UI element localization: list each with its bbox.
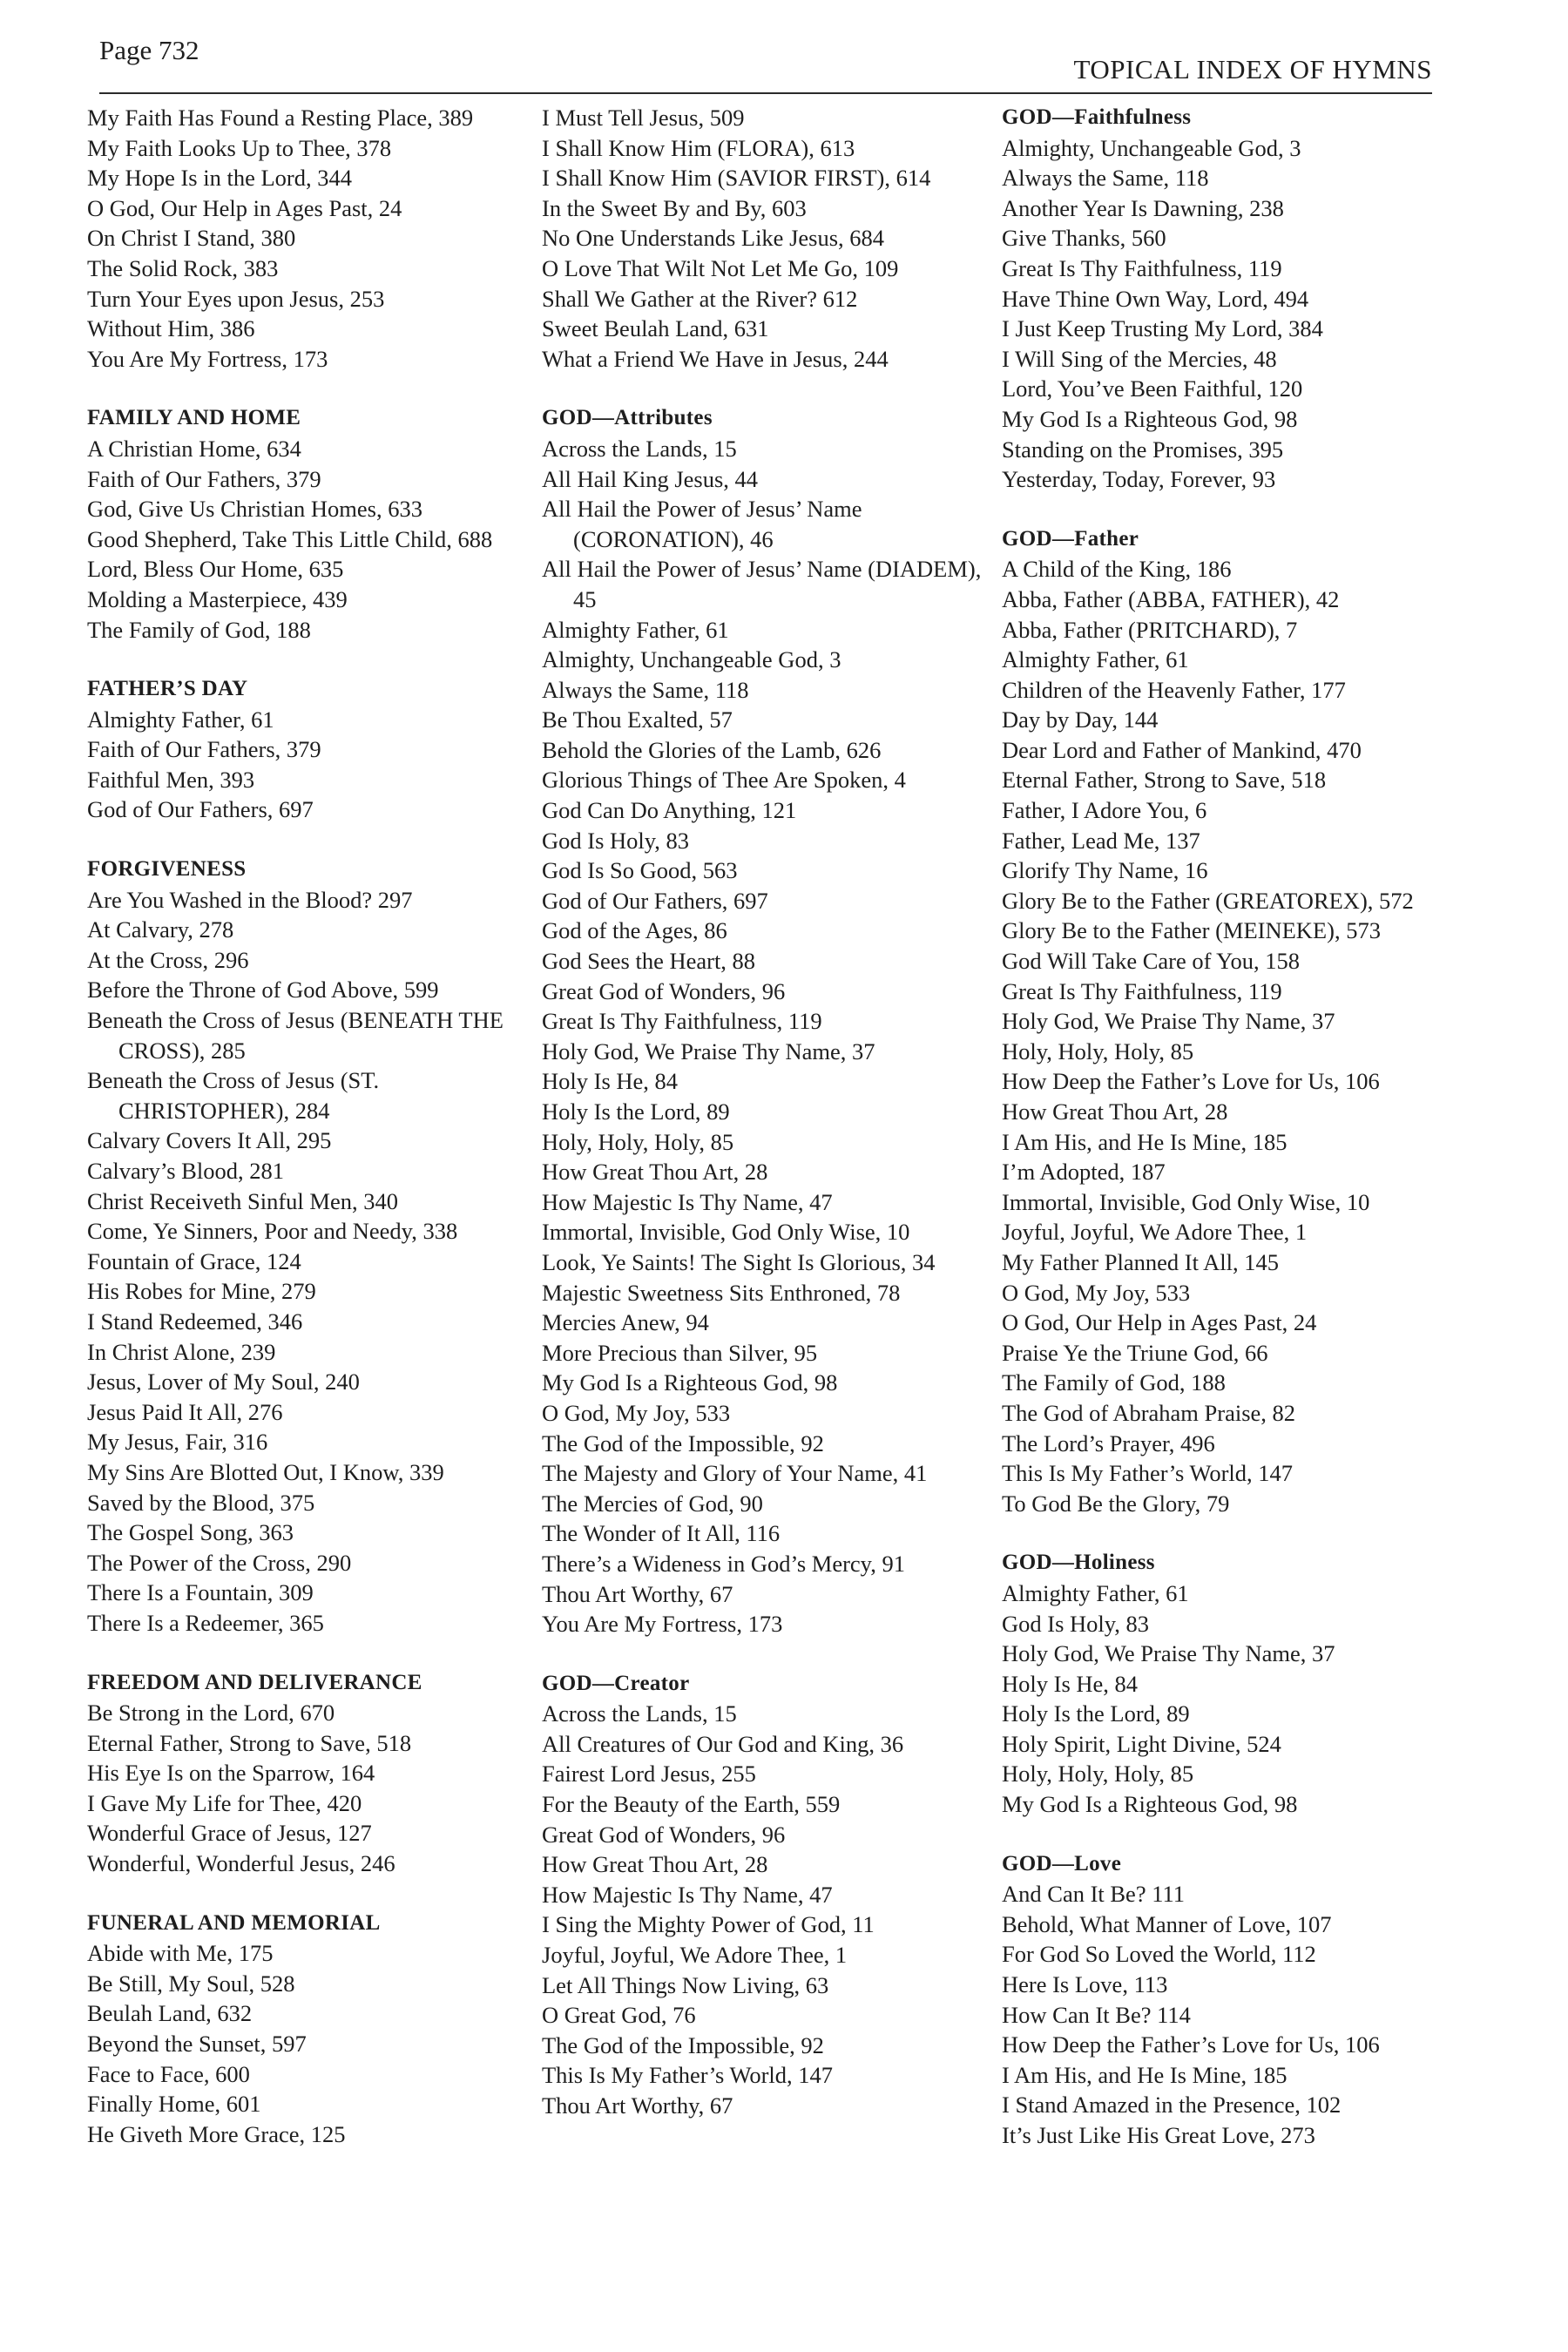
index-entry: Holy Is He, 84 xyxy=(1002,1670,1139,1697)
section-heading: GOD—Creator xyxy=(542,1671,690,1695)
index-entry: Glory Be to the Father (GREATOREX), 572 xyxy=(1002,887,1414,914)
index-entry: All Hail King Jesus, 44 xyxy=(542,465,759,492)
index-entry: I Gave My Life for Thee, 420 xyxy=(87,1789,362,1816)
index-entry: God Is So Good, 563 xyxy=(542,857,738,884)
index-entry: How Can It Be? 114 xyxy=(1002,2001,1191,2028)
index-entry: How Great Thou Art, 28 xyxy=(1002,1098,1228,1125)
section-heading: GOD—Faithfulness xyxy=(1002,105,1192,129)
index-entry: Immortal, Invisible, God Only Wise, 10 xyxy=(1002,1188,1370,1215)
index-entry: How Great Thou Art, 28 xyxy=(542,1851,768,1878)
index-entry: The Wonder of It All, 116 xyxy=(542,1520,781,1547)
index-entry: Great God of Wonders, 96 xyxy=(542,977,786,1004)
index-entry: There Is a Redeemer, 365 xyxy=(87,1609,324,1636)
index-entry: Children of the Heavenly Father, 177 xyxy=(1002,676,1346,703)
index-entry: Be Strong in the Lord, 670 xyxy=(87,1700,335,1727)
index-entry: My God Is a Righteous God, 98 xyxy=(1002,405,1298,432)
index-entry: I’m Adopted, 187 xyxy=(1002,1159,1166,1186)
index-entry: How Great Thou Art, 28 xyxy=(542,1159,768,1186)
index-entry: O God, Our Help in Ages Past, 24 xyxy=(87,194,402,221)
index-entry: For the Beauty of the Earth, 559 xyxy=(542,1791,841,1818)
index-entry: Glorious Things of Thee Are Spoken, 4 xyxy=(542,767,906,794)
index-entry: He Giveth More Grace, 125 xyxy=(87,2120,346,2147)
index-entry: His Robes for Mine, 279 xyxy=(87,1278,316,1305)
section-heading: FATHER’S DAY xyxy=(87,677,248,701)
index-entry: Almighty Father, 61 xyxy=(542,616,729,643)
index-entry: Finally Home, 601 xyxy=(87,2091,261,2118)
index-entry: God Can Do Anything, 121 xyxy=(542,797,797,824)
index-entry: My Hope Is in the Lord, 344 xyxy=(87,165,352,192)
index-entry: I Am His, and He Is Mine, 185 xyxy=(1002,1128,1288,1155)
index-entry: God Sees the Heart, 88 xyxy=(542,948,756,975)
index-entry: Jesus Paid It All, 276 xyxy=(87,1398,283,1425)
index-entry: My Father Planned It All, 145 xyxy=(1002,1248,1279,1275)
index-entry: A Christian Home, 634 xyxy=(87,435,301,462)
index-entry: The Solid Rock, 383 xyxy=(87,254,279,281)
index-entry: Christ Receiveth Sinful Men, 340 xyxy=(87,1187,398,1214)
index-entry: My Faith Has Found a Resting Place, 389 xyxy=(87,105,474,131)
index-entry: Let All Things Now Living, 63 xyxy=(542,1971,829,1998)
index-entry: The God of the Impossible, 92 xyxy=(542,1429,824,1456)
index-entry: Without Him, 386 xyxy=(87,315,255,342)
index-entry: Joyful, Joyful, We Adore Thee, 1 xyxy=(542,1942,848,1969)
index-entry: God of Our Fathers, 697 xyxy=(87,796,314,823)
index-entry: How Deep the Father’s Love for Us, 106 xyxy=(1002,2031,1380,2058)
index-entry: All Hail the Power of Jesus’ Name (DIADEM), 45 xyxy=(542,556,982,612)
index-entry: Lord, Bless Our Home, 635 xyxy=(87,556,344,583)
index-entry: Holy Is the Lord, 89 xyxy=(1002,1700,1190,1727)
index-entry: God Will Take Care of You, 158 xyxy=(1002,948,1301,975)
index-entry: I Am His, and He Is Mine, 185 xyxy=(1002,2061,1288,2088)
index-entry: Thou Art Worthy, 67 xyxy=(542,1580,733,1607)
index-column-1 xyxy=(87,103,549,2149)
index-entry: At the Cross, 296 xyxy=(87,946,249,973)
index-entry: The Power of the Cross, 290 xyxy=(87,1549,352,1576)
index-entry: More Precious than Silver, 95 xyxy=(542,1339,818,1366)
index-entry: How Majestic Is Thy Name, 47 xyxy=(542,1188,833,1215)
index-column-2 xyxy=(542,103,1004,2121)
index-entry: Beneath the Cross of Jesus (ST. CHRISTOPHER), 284 xyxy=(87,1067,380,1124)
index-entry: Faithful Men, 393 xyxy=(87,766,255,793)
index-entry: Another Year Is Dawning, 238 xyxy=(1002,194,1284,221)
index-entry: Abide with Me, 175 xyxy=(87,1940,274,1967)
index-entry: Standing on the Promises, 395 xyxy=(1002,436,1284,463)
index-entry: There’s a Wideness in God’s Mercy, 91 xyxy=(542,1550,905,1577)
index-entry: God Is Holy, 83 xyxy=(1002,1610,1150,1637)
index-entry: Always the Same, 118 xyxy=(1002,165,1209,192)
index-entry: Calvary Covers It All, 295 xyxy=(87,1127,332,1154)
index-entry: Face to Face, 600 xyxy=(87,2060,250,2087)
index-entry: Look, Ye Saints! The Sight Is Glorious, 34 xyxy=(542,1248,936,1275)
index-entry: My Jesus, Fair, 316 xyxy=(87,1429,268,1456)
index-entry: You Are My Fortress, 173 xyxy=(87,345,328,372)
index-entry: A Child of the King, 186 xyxy=(1002,556,1232,583)
index-entry: Lord, You’ve Been Faithful, 120 xyxy=(1002,375,1303,402)
index-entry: Wonderful Grace of Jesus, 127 xyxy=(87,1820,372,1847)
index-entry: Holy Is He, 84 xyxy=(542,1068,679,1095)
index-entry: Father, I Adore You, 6 xyxy=(1002,797,1207,824)
index-entry: O God, My Joy, 533 xyxy=(1002,1279,1191,1306)
index-entry: My Sins Are Blotted Out, I Know, 339 xyxy=(87,1458,444,1485)
section-heading: FUNERAL AND MEMORIAL xyxy=(87,1910,381,1935)
index-entry: How Deep the Father’s Love for Us, 106 xyxy=(1002,1068,1380,1095)
index-entry: Thou Art Worthy, 67 xyxy=(542,2092,733,2119)
index-entry: Wonderful, Wonderful Jesus, 246 xyxy=(87,1850,395,1877)
index-entry: Across the Lands, 15 xyxy=(542,435,737,462)
index-entry: Shall We Gather at the River? 612 xyxy=(542,285,858,312)
index-entry: Holy Spirit, Light Divine, 524 xyxy=(1002,1730,1281,1757)
index-entry: Day by Day, 144 xyxy=(1002,706,1159,733)
index-entry: Always the Same, 118 xyxy=(542,676,749,703)
index-entry: God of the Ages, 86 xyxy=(542,917,727,944)
index-entry: The Family of God, 188 xyxy=(1002,1369,1226,1396)
index-entry: All Hail the Power of Jesus’ Name (CORONATION), 46 xyxy=(542,496,862,552)
running-title: TOPICAL INDEX OF HYMNS xyxy=(1073,54,1432,84)
index-entry: Great God of Wonders, 96 xyxy=(542,1821,786,1848)
index-entry: To God Be the Glory, 79 xyxy=(1002,1490,1230,1517)
index-entry: You Are My Fortress, 173 xyxy=(542,1611,783,1638)
index-entry: My God Is a Righteous God, 98 xyxy=(542,1369,838,1396)
index-entry: Have Thine Own Way, Lord, 494 xyxy=(1002,285,1309,312)
index-entry: Beneath the Cross of Jesus (BENEATH THE CROSS), 285 xyxy=(87,1007,504,1064)
index-entry: There Is a Fountain, 309 xyxy=(87,1579,314,1606)
index-entry: The God of Abraham Praise, 82 xyxy=(1002,1399,1296,1426)
index-entry: Calvary’s Blood, 281 xyxy=(87,1158,284,1184)
section-heading: FAMILY AND HOME xyxy=(87,406,301,430)
index-entry: For God So Loved the World, 112 xyxy=(1002,1941,1316,1968)
index-entry: The Mercies of God, 90 xyxy=(542,1490,763,1517)
index-entry: His Eye Is on the Sparrow, 164 xyxy=(87,1760,375,1787)
index-entry: Fairest Lord Jesus, 255 xyxy=(542,1761,756,1788)
index-entry: O God, Our Help in Ages Past, 24 xyxy=(1002,1309,1317,1336)
index-entry: Turn Your Eyes upon Jesus, 253 xyxy=(87,285,385,312)
index-entry: God Is Holy, 83 xyxy=(542,827,690,854)
index-entry: Behold the Glories of the Lamb, 626 xyxy=(542,736,882,763)
section-heading: FREEDOM AND DELIVERANCE xyxy=(87,1670,422,1694)
index-entry: Holy Is the Lord, 89 xyxy=(542,1098,730,1125)
index-entry: Holy, Holy, Holy, 85 xyxy=(542,1128,734,1155)
index-entry: The Gospel Song, 363 xyxy=(87,1519,294,1546)
page-header xyxy=(99,31,1432,94)
index-entry: Father, Lead Me, 137 xyxy=(1002,827,1200,854)
index-entry: Across the Lands, 15 xyxy=(542,1700,737,1727)
index-entry: The God of the Impossible, 92 xyxy=(542,2031,824,2058)
index-entry: Great Is Thy Faithfulness, 119 xyxy=(1002,254,1282,281)
index-entry: My Faith Looks Up to Thee, 378 xyxy=(87,134,392,161)
index-entry: Here Is Love, 113 xyxy=(1002,1971,1168,1998)
index-entry: Abba, Father (PRITCHARD), 7 xyxy=(1002,616,1298,643)
index-entry: And Can It Be? 111 xyxy=(1002,1881,1185,1908)
index-entry: Almighty Father, 61 xyxy=(1002,1579,1189,1606)
index-entry: Faith of Our Fathers, 379 xyxy=(87,465,321,492)
index-entry: Good Shepherd, Take This Little Child, 688 xyxy=(87,525,493,552)
index-entry: What a Friend We Have in Jesus, 244 xyxy=(542,345,889,372)
index-entry: The Family of God, 188 xyxy=(87,616,311,643)
page-number: Page 732 xyxy=(99,35,199,65)
index-entry: Holy God, We Praise Thy Name, 37 xyxy=(1002,1008,1335,1035)
index-entry: Are You Washed in the Blood? 297 xyxy=(87,886,413,913)
index-entry: God of Our Fathers, 697 xyxy=(542,887,768,914)
section-heading: GOD—Attributes xyxy=(542,406,713,430)
index-entry: O Love That Wilt Not Let Me Go, 109 xyxy=(542,254,899,281)
section-heading: GOD—Father xyxy=(1002,526,1139,551)
index-entry: In the Sweet By and By, 603 xyxy=(542,194,807,221)
index-entry: Eternal Father, Strong to Save, 518 xyxy=(1002,767,1327,794)
index-entry: Be Still, My Soul, 528 xyxy=(87,1970,295,1997)
index-entry: This Is My Father’s World, 147 xyxy=(1002,1460,1294,1487)
index-entry: On Christ I Stand, 380 xyxy=(87,225,296,252)
index-entry: Sweet Beulah Land, 631 xyxy=(542,315,769,342)
index-entry: Holy, Holy, Holy, 85 xyxy=(1002,1761,1194,1788)
index-entry: O God, My Joy, 533 xyxy=(542,1399,731,1426)
index-entry: Come, Ye Sinners, Poor and Needy, 338 xyxy=(87,1218,458,1245)
index-entry: Give Thanks, 560 xyxy=(1002,225,1166,252)
index-entry: I Just Keep Trusting My Lord, 384 xyxy=(1002,315,1323,342)
index-entry: Praise Ye the Triune God, 66 xyxy=(1002,1339,1268,1366)
index-entry: Holy God, We Praise Thy Name, 37 xyxy=(1002,1640,1335,1667)
index-entry: Eternal Father, Strong to Save, 518 xyxy=(87,1729,412,1756)
index-entry: The Lord’s Prayer, 496 xyxy=(1002,1429,1215,1456)
index-entry: Glory Be to the Father (MEINEKE), 573 xyxy=(1002,917,1381,944)
index-entry: It’s Just Like His Great Love, 273 xyxy=(1002,2122,1315,2148)
index-entry: I Must Tell Jesus, 509 xyxy=(542,105,745,131)
index-entry: Yesterday, Today, Forever, 93 xyxy=(1002,466,1276,493)
index-entry: Immortal, Invisible, God Only Wise, 10 xyxy=(542,1219,910,1246)
index-entry: How Majestic Is Thy Name, 47 xyxy=(542,1881,833,1908)
index-entry: Before the Throne of God Above, 599 xyxy=(87,977,439,1004)
index-entry: Joyful, Joyful, We Adore Thee, 1 xyxy=(1002,1219,1308,1246)
index-entry: Glorify Thy Name, 16 xyxy=(1002,857,1208,884)
index-entry: Beyond the Sunset, 597 xyxy=(87,2031,307,2058)
section-heading: GOD—Holiness xyxy=(1002,1551,1155,1575)
index-entry: Almighty Father, 61 xyxy=(87,706,274,733)
index-entry: Molding a Masterpiece, 439 xyxy=(87,585,348,612)
index-entry: Faith of Our Fathers, 379 xyxy=(87,736,321,763)
index-entry: Jesus, Lover of My Soul, 240 xyxy=(87,1369,360,1396)
section-heading: FORGIVENESS xyxy=(87,857,247,882)
index-entry: I Stand Redeemed, 346 xyxy=(87,1308,303,1335)
index-entry: Fountain of Grace, 124 xyxy=(87,1247,301,1274)
index-entry: Be Thou Exalted, 57 xyxy=(542,706,733,733)
index-entry: This Is My Father’s World, 147 xyxy=(542,2062,834,2089)
index-entry: Almighty, Unchangeable God, 3 xyxy=(1002,134,1301,161)
index-entry: Abba, Father (ABBA, FATHER), 42 xyxy=(1002,585,1340,612)
index-entry: Dear Lord and Father of Mankind, 470 xyxy=(1002,736,1362,763)
index-entry: O Great God, 76 xyxy=(542,2002,696,2029)
index-entry: Great Is Thy Faithfulness, 119 xyxy=(1002,977,1282,1004)
index-column-3 xyxy=(1002,103,1463,2151)
index-entry: My God Is a Righteous God, 98 xyxy=(1002,1791,1298,1818)
section-heading: GOD—Love xyxy=(1002,1851,1122,1876)
index-entry: The Majesty and Glory of Your Name, 41 xyxy=(542,1460,928,1487)
index-entry: Great Is Thy Faithfulness, 119 xyxy=(542,1008,822,1035)
index-entry: Beulah Land, 632 xyxy=(87,2000,253,2027)
index-entry: Saved by the Blood, 375 xyxy=(87,1489,315,1516)
index-entry: I Will Sing of the Mercies, 48 xyxy=(1002,345,1277,372)
index-entry: Holy God, We Praise Thy Name, 37 xyxy=(542,1037,875,1064)
index-entry: Mercies Anew, 94 xyxy=(542,1309,709,1336)
index-entry: Almighty Father, 61 xyxy=(1002,646,1189,673)
index-entry: I Shall Know Him (SAVIOR FIRST), 614 xyxy=(542,165,931,192)
index-entry: All Creatures of Our God and King, 36 xyxy=(542,1730,904,1757)
index-entry: Behold, What Manner of Love, 107 xyxy=(1002,1910,1332,1937)
index-entry: I Shall Know Him (FLORA), 613 xyxy=(542,134,855,161)
index-entry: In Christ Alone, 239 xyxy=(87,1338,276,1365)
index-entry: Majestic Sweetness Sits Enthroned, 78 xyxy=(542,1279,901,1306)
index-entry: God, Give Us Christian Homes, 633 xyxy=(87,496,422,523)
index-entry: I Stand Amazed in the Presence, 102 xyxy=(1002,2092,1342,2119)
index-entry: Almighty, Unchangeable God, 3 xyxy=(542,646,841,673)
index-entry: Holy, Holy, Holy, 85 xyxy=(1002,1037,1194,1064)
index-entry: I Sing the Mighty Power of God, 11 xyxy=(542,1911,875,1938)
index-entry: At Calvary, 278 xyxy=(87,916,234,943)
index-entry: No One Understands Like Jesus, 684 xyxy=(542,225,885,252)
